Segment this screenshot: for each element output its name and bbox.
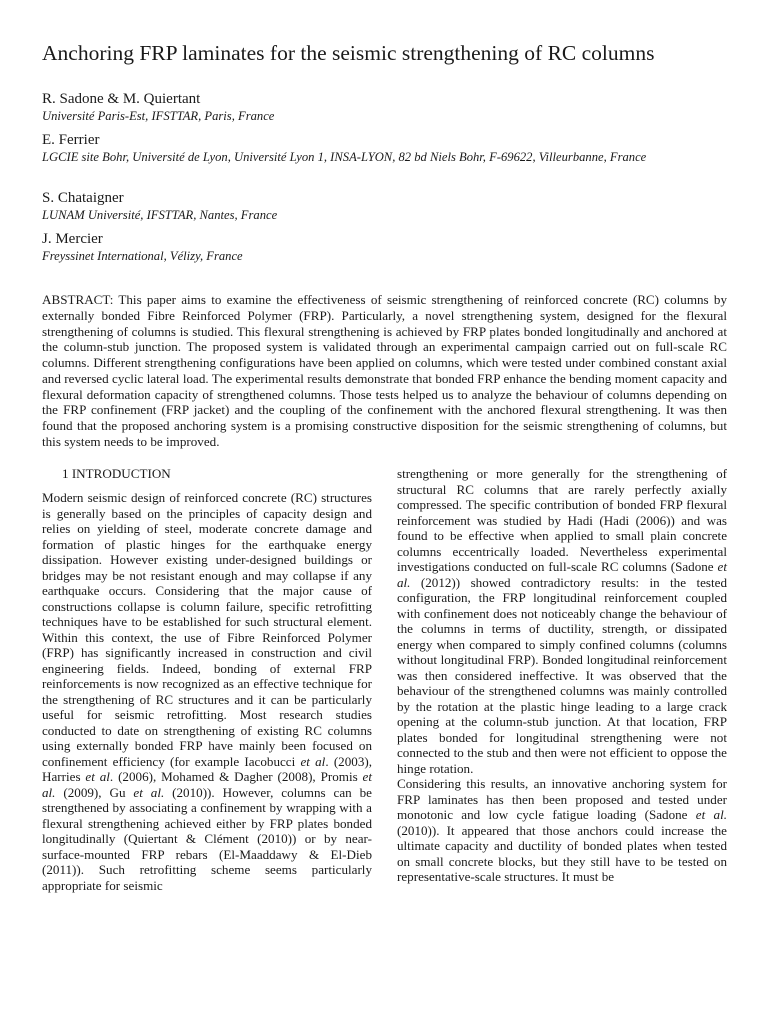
author-3-affiliation: LUNAM Université, IFSTTAR, Nantes, France [42, 208, 278, 222]
paper-title: Anchoring FRP laminates for the seismic strengthening of RC columns [42, 41, 655, 65]
author-4-affiliation: Freyssinet International, Vélizy, France [42, 249, 243, 263]
section-heading-introduction: 1 INTRODUCTION [62, 466, 171, 481]
right-column [397, 466, 727, 885]
left-column [42, 490, 372, 893]
author-1-affiliation: Université Paris-Est, IFSTTAR, Paris, France [42, 109, 275, 123]
intro-paragraph-2: Considering this results, an innovative anchoring system for FRP laminates has then been proposed and tested under monotonic and low cycle fatigue loading (Sadone et al. (2010)). It appeared that those anchors could increase the ultimate capacity and ductility of bonded plates when tested on small concrete blocks, but they still have to be tested on representative-scale structures. It must be [397, 776, 728, 884]
author-2-affiliation: LGCIE site Bohr, Université de Lyon, Université Lyon 1, INSA-LYON, 82 bd Niels Bohr, F-69622, Villeurbanne, France [42, 150, 647, 164]
author-2-name: E. Ferrier [42, 132, 100, 148]
author-3-name: S. Chataigner [42, 190, 124, 206]
abstract: ABSTRACT: This paper aims to examine the effectiveness of seismic strengthening of reinforced concrete (RC) columns by externally bonded Fibre Reinforced Polymer (FRP). Particularly, a novel strengthening system, designed for the flexural strengthening of columns is studied. This flexural strengthening is achieved by FRP plates bonded longitudinally and anchored at the column-stub junction. The proposed system is validated through an experimental campaign carried out on full-scale RC columns. Different strengthening configurations have been applied on columns, which were tested under combined constant axial and reversed cyclic lateral load. The experimental results demonstrate that bonded FRP enhance the bending moment capacity and flexural deformation capacity of strengthened columns. Those tests helped us to analyze the behaviour of columns depending on the FRP confinement (FRP jacket) and the coupling of the confinement with the anchored flexural strengthening. It was then found that the proposed anchoring system is a promising constructive disposition for the seismic strengthening of columns, but this system needs to be improved. [42, 292, 727, 449]
author-4-name: J. Mercier [42, 231, 103, 247]
author-1-name: R. Sadone & M. Quiertant [42, 91, 201, 107]
intro-paragraph-1-continued: strengthening or more generally for the strengthening of structural RC columns that are rarely perfectly axially compressed. The specific contribution of bonded FRP flexural reinforcement was studied by Hadi (Hadi (2006)) and was found to be effective when applied to small plain concrete columns eccentrically loaded. Nevertheless experimental investigations conducted on full-scale RC columns (Sadone et al. (2012)) showed contradictory results: in the tested configuration, the FRP longitudinal reinforcement coupled with confinement does not noticeably change the behaviour of the columns in terms of ductility, strength, or dissipated energy when compared to simply confined columns (columns without longitudinal FRP). Bonded longitudinal reinforcement was then considered ineffective. It was observed that the behaviour of the strengthened columns was mainly controlled by the rotation at the plastic hinge leading to a large crack opening at the column-stub junction. At that location, FRP plates bonded for longitudinal strengthening were not connected to the stub and then were not efficient to oppose the hinge rotation. [397, 466, 727, 776]
intro-paragraph-1: Modern seismic design of reinforced concrete (RC) structures is generally based on the principles of capacity design and relies on yielding of steel, moderate concrete damage and formation of plastic hinges for the earthquake energy dissipation. However existing under-designed buildings or bridges may be not resistant enough and may collapse if any earthquake occurs. Considering that the major cause of constructions collapse is column failure, specific retrofitting techniques have to be established for such structural element. Within this context, the use of Fibre Reinforced Polymer (FRP) has significantly increased in construction and civil engineering fields. Indeed, bonding of external FRP reinforcements is now recognized as an effective technique for the strengthening of RC structures and it can be particularly useful for seismic retrofitting. Most research studies conducted to date on strengthening of existing RC columns using externally bonded FRP have mainly been focused on confinement efficiency (for example Iacobucci et al. (2003), Harries et al. (2006), Mohamed & Dagher (2008), Promis et al. (2009), Gu et al. (2010)). However, columns can be strengthened by associating a confinement by wrapping with a flexural strengthening achieved either by FRP plates bonded longitudinally (Quiertant & Clément (2010)) or by near-surface-mounted FRP rebars (El-Maaddawy & El-Dieb (2011)). Such retrofitting scheme seems particularly appropriate for seismic [42, 490, 372, 893]
